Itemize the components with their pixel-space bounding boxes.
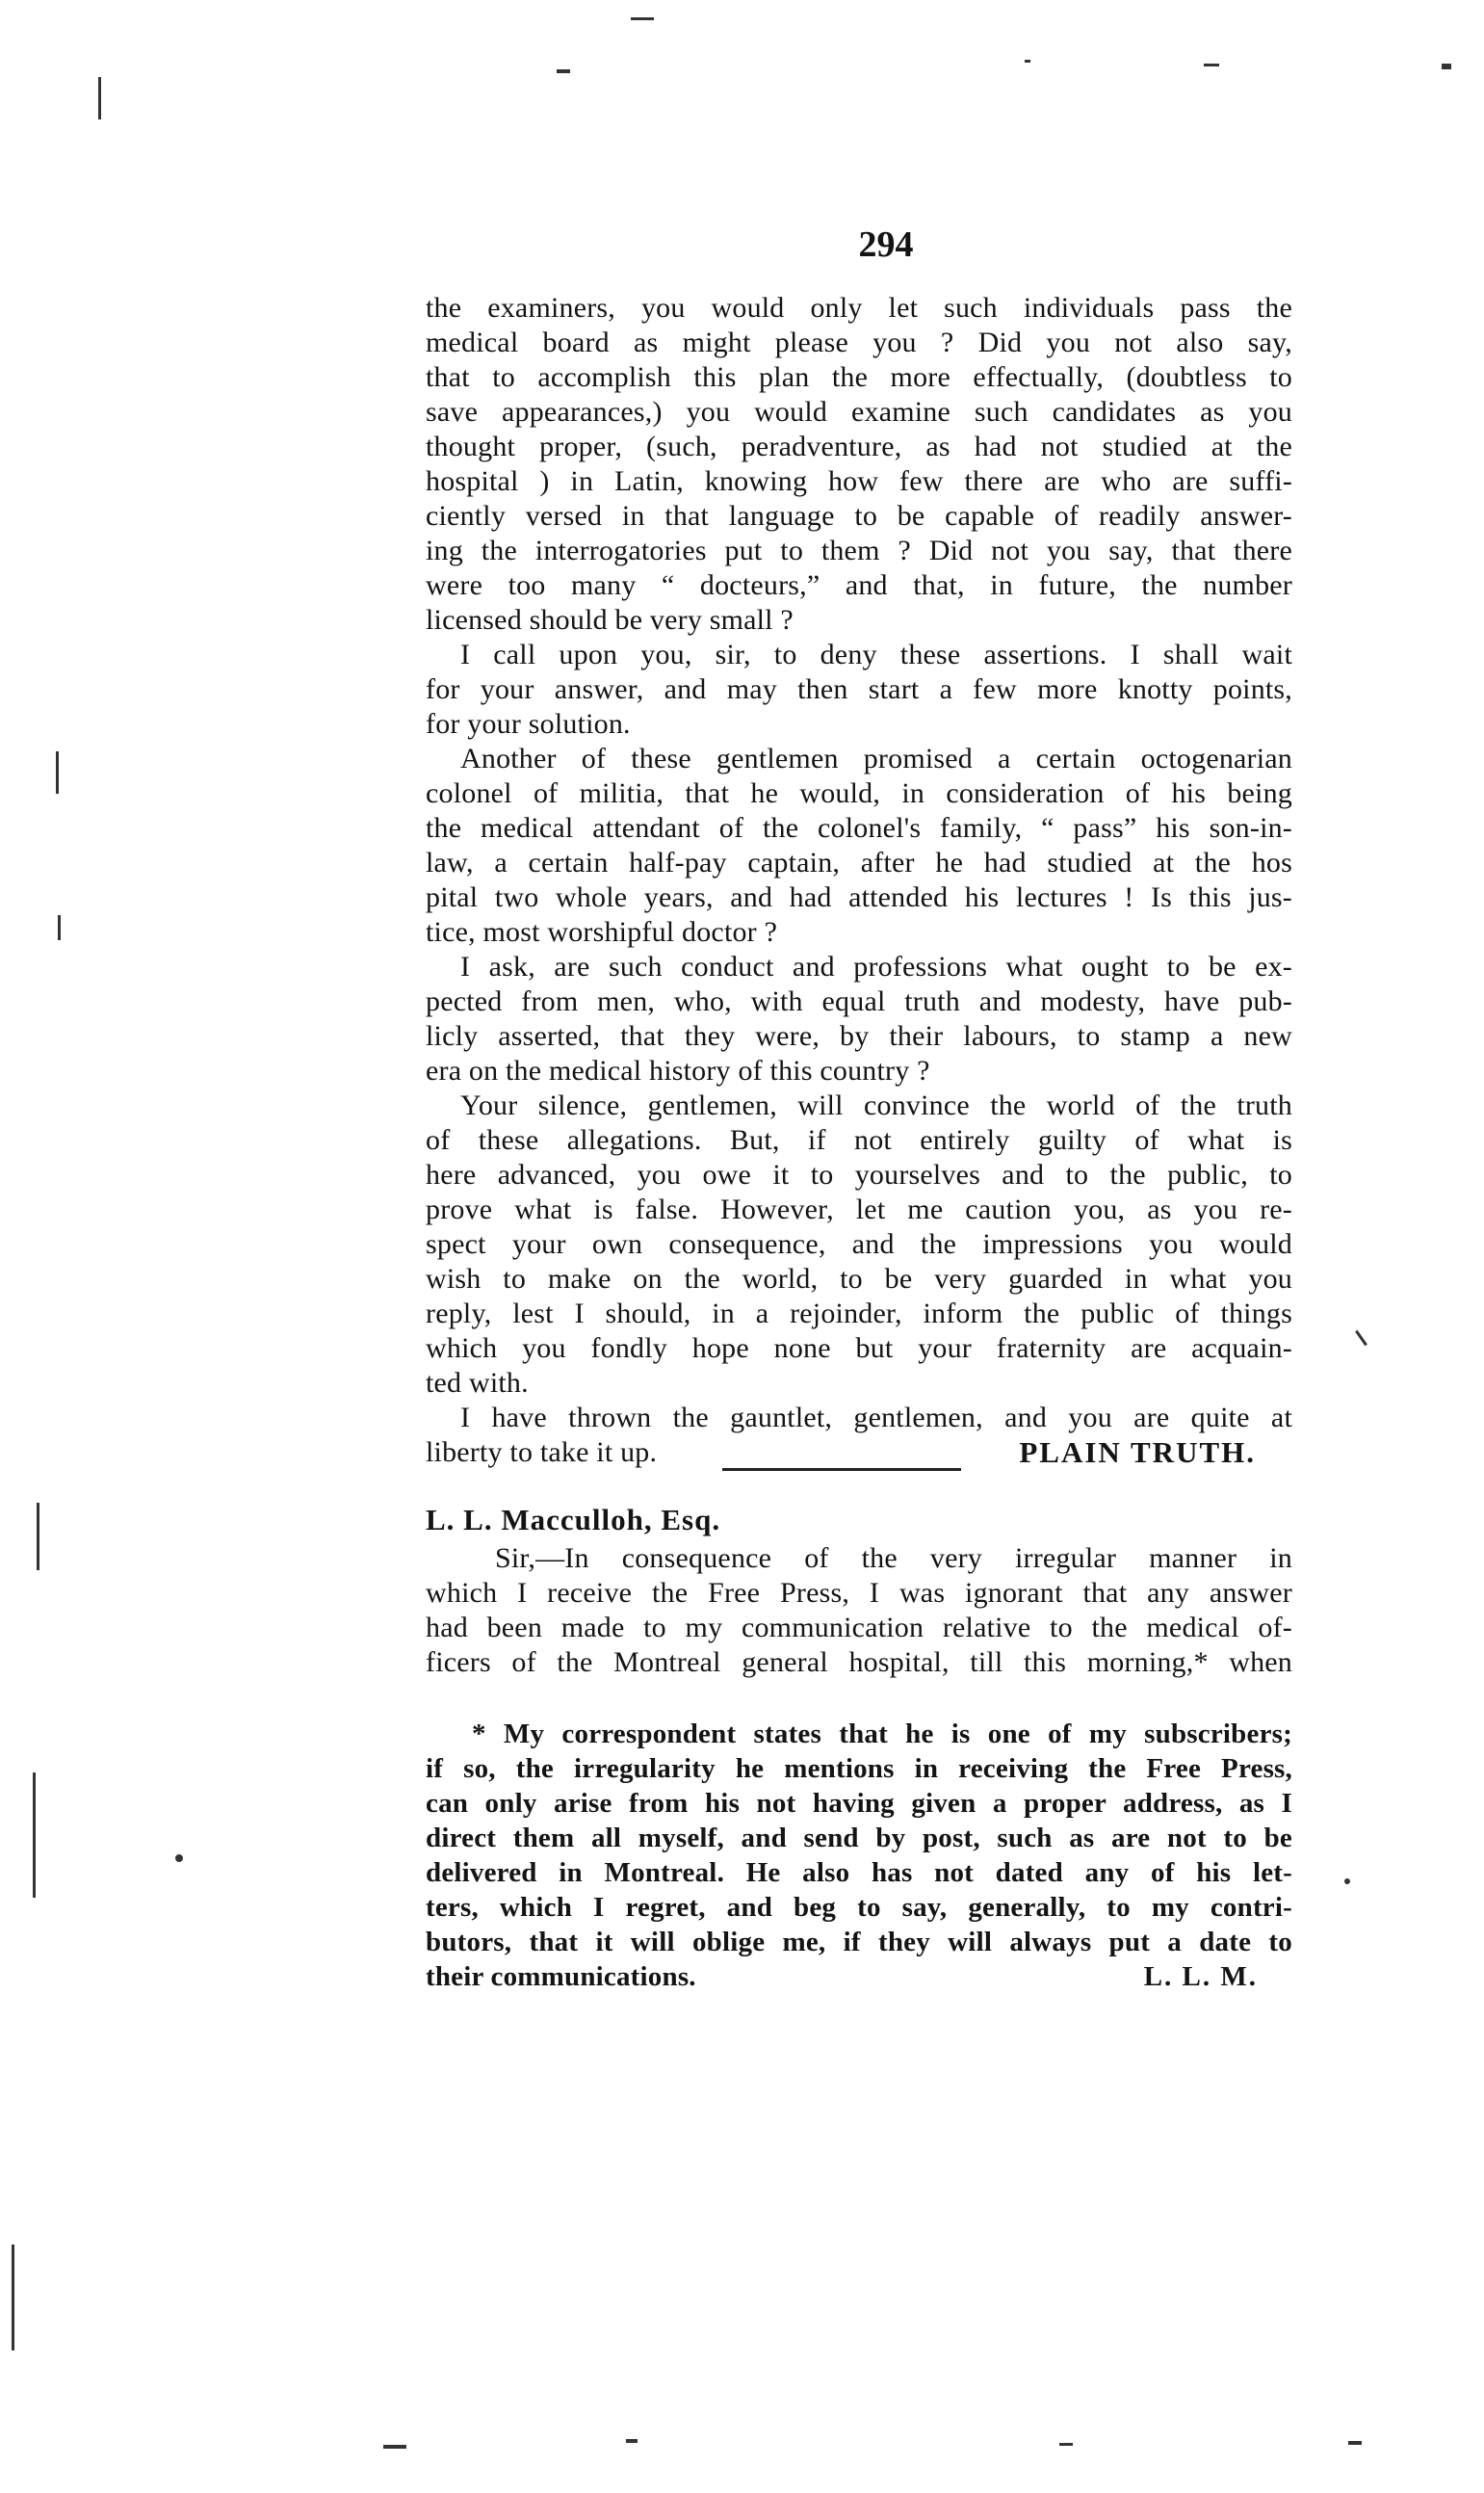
text-line: save appearances,) you would examine such candidates as you	[426, 396, 1292, 428]
text-line: ted with.	[426, 1367, 529, 1399]
text-line: the medical attendant of the colonel's family, “ pass” his son-in-	[426, 812, 1292, 844]
footnote-line: can only arise from his not having given a proper address, as I	[426, 1788, 1292, 1819]
text-line: medical board as might please you ? Did you not also say,	[426, 327, 1292, 358]
text-line: for your solution.	[426, 708, 631, 740]
text-line: I call upon you, sir, to deny these assertions. I shall wait	[460, 639, 1292, 670]
section-rule	[722, 1468, 961, 1471]
text-line: ing the interrogatories put to them ? Did not you say, that there	[426, 535, 1292, 566]
footnote-line: ters, which I regret, and beg to say, generally, to my contri-	[426, 1892, 1292, 1923]
text-line: the examiners, you would only let such individuals pass the	[426, 292, 1292, 324]
text-line: law, a certain half-pay captain, after he had studied at the hos	[426, 847, 1292, 879]
text-line: pected from men, who, with equal truth and modesty, have pub-	[426, 985, 1292, 1017]
text-line: spect your own consequence, and the impressions you would	[426, 1228, 1292, 1260]
signature: PLAIN TRUTH.	[1019, 1435, 1256, 1469]
text-line: which you fondly hope none but your fraternity are acquain-	[426, 1332, 1292, 1364]
text-line: liberty to take it up.	[426, 1436, 658, 1468]
scan-speck	[383, 2445, 406, 2449]
text-line: ficers of the Montreal general hospital, till this morning,* when	[426, 1646, 1292, 1678]
text-line: ciently versed in that language to be capable of readily answer-	[426, 500, 1292, 532]
scan-speck	[1442, 64, 1451, 69]
scan-speck	[626, 2439, 638, 2443]
salutation: L. L. Macculloh, Esq.	[426, 1503, 721, 1536]
footnote-line: delivered in Montreal. He also has not dated any of his let-	[426, 1857, 1292, 1888]
text-line: tice, most worshipful doctor ?	[426, 916, 778, 948]
margin-mark	[98, 77, 101, 119]
scan-speck	[1025, 60, 1030, 63]
text-line: had been made to my communication relative to the medical of-	[426, 1612, 1292, 1643]
text-line: I have thrown the gauntlet, gentlemen, and you are quite at	[460, 1402, 1292, 1433]
footnote-line: direct them all myself, and send by post, such as are not to be	[426, 1823, 1292, 1853]
scan-speck	[175, 1854, 183, 1862]
text-line: colonel of militia, that he would, in consideration of his being	[426, 777, 1292, 809]
signature-line	[426, 1435, 1292, 1470]
text-line: Sir,—In consequence of the very irregular manner in	[495, 1542, 1292, 1574]
text-line: era on the medical history of this country ?	[426, 1055, 930, 1087]
text-line: thought proper, (such, peradventure, as had not studied at the	[426, 431, 1292, 462]
text-line: that to accomplish this plan the more effectually, (doubtless to	[426, 361, 1292, 393]
margin-mark	[58, 915, 61, 940]
scan-speck	[1059, 2443, 1073, 2446]
footnote-line: if so, the irregularity he mentions in receiving the Free Press,	[426, 1753, 1292, 1784]
scan-speck	[631, 17, 654, 20]
text-line: which I receive the Free Press, I was ignorant that any answer	[426, 1577, 1292, 1609]
scan-speck	[1204, 64, 1219, 66]
scan-speck	[1355, 1330, 1367, 1346]
footnote-signature-line	[426, 1959, 1292, 1994]
footnote-line: * My correspondent states that he is one of my subscribers;	[472, 1719, 1292, 1749]
text-line: licly asserted, that they were, by their labours, to stamp a new	[426, 1020, 1292, 1052]
page-number: 294	[858, 224, 914, 265]
text-line: here advanced, you owe it to yourselves and to the public, to	[426, 1159, 1292, 1191]
margin-mark	[33, 1772, 36, 1898]
scan-speck	[1344, 1878, 1350, 1884]
text-line: Your silence, gentlemen, will convince the world of the truth	[460, 1089, 1292, 1121]
scan-speck	[557, 69, 570, 73]
margin-mark	[37, 1503, 39, 1570]
text-line: for your answer, and may then start a few more knotty points,	[426, 673, 1292, 705]
margin-mark	[56, 751, 59, 794]
scan-speck	[1348, 2441, 1362, 2445]
text-line: reply, lest I should, in a rejoinder, inform the public of things	[426, 1298, 1292, 1329]
footnote-line: butors, that it will oblige me, if they will always put a date to	[426, 1927, 1292, 1957]
text-line: pital two whole years, and had attended his lectures ! Is this jus-	[426, 881, 1292, 913]
text-line: were too many “ docteurs,” and that, in future, the number	[426, 569, 1292, 601]
text-line: Another of these gentlemen promised a certain octogenarian	[460, 743, 1292, 774]
text-line: I ask, are such conduct and professions what ought to be ex-	[460, 951, 1292, 983]
text-line: of these allegations. But, if not entirely guilty of what is	[426, 1124, 1292, 1156]
text-line: licensed should be very small ?	[426, 604, 794, 636]
margin-mark	[12, 2244, 14, 2350]
footnote-signature: L. L. M.	[1143, 1961, 1258, 1992]
text-line: hospital ) in Latin, knowing how few there are who are suffi-	[426, 465, 1292, 497]
footnote-line: their communications.	[426, 1961, 696, 1992]
text-line: wish to make on the world, to be very guarded in what you	[426, 1263, 1292, 1295]
text-line: prove what is false. However, let me caution you, as you re-	[426, 1194, 1292, 1225]
